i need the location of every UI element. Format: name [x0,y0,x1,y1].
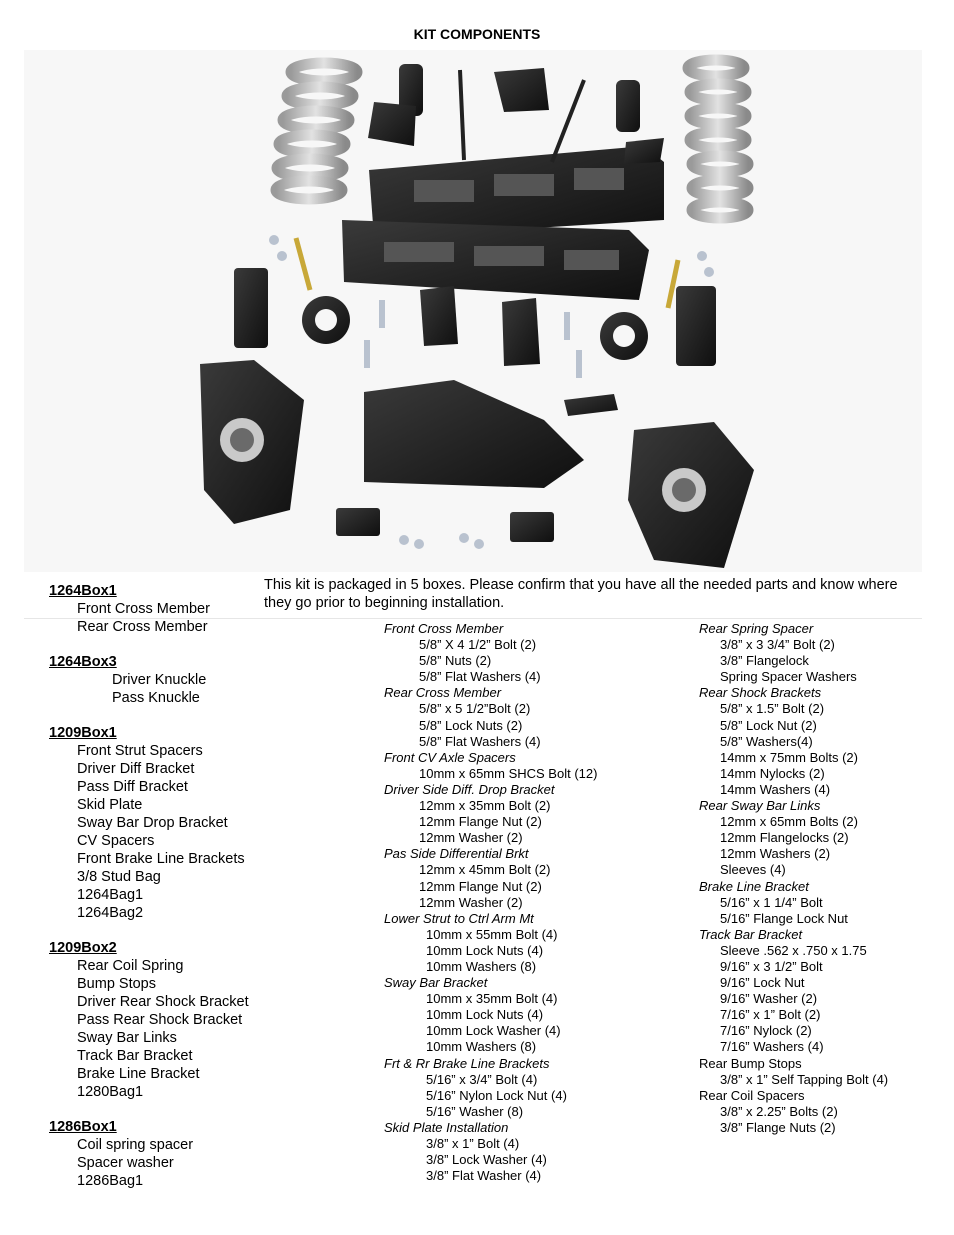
group-title: Brake Line Bracket [699,878,809,894]
hardware-item: 5/8” x 1.5” Bolt (2) [720,701,825,717]
hardware-item: Sleeve .562 x .750 x 1.75 [720,942,867,958]
list-item: Pass Knuckle [112,690,200,706]
group-title: Rear Sway Bar Links [699,798,821,814]
group-title: Rear Bump Stops [699,1055,802,1071]
box-1264box3 [49,653,349,707]
hardware-item: 12mm Washers (2) [720,846,831,862]
list-item: Track Bar Bracket [77,1048,193,1064]
box-title: 1209Box1 [49,725,117,741]
sway-bar-link-icon [552,80,584,162]
hardware-item: 5/16” x 1 1/4” Bolt [720,894,823,910]
hardware-item: 5/8” Washers(4) [720,733,813,749]
hardware-item: 12mm Flange Nut (2) [419,878,542,894]
hardware-item: 9/16” Washer (2) [720,991,818,1007]
box-list [49,582,349,1207]
list-item: Sway Bar Links [77,1030,177,1046]
hardware-item: 5/8” Lock Nuts (2) [419,717,523,733]
pass-knuckle-icon [628,422,754,568]
hardware-item: 3/8” Lock Washer (4) [426,1152,547,1168]
hardware-item: 7/16” Nylock (2) [720,1023,812,1039]
list-item: Brake Line Bracket [77,1066,200,1082]
list-item: Rear Cross Member [77,619,208,635]
hardware-item: 14mm x 75mm Bolts (2) [720,749,858,765]
sway-bar-drop-bracket-icon [564,394,618,416]
hardware-item: 5/8” x 5 1/2”Bolt (2) [419,701,531,717]
list-item: Pass Rear Shock Bracket [77,1012,243,1028]
group-title: Sway Bar Bracket [384,975,488,991]
group-title: Frt & Rr Brake Line Brackets [384,1055,550,1071]
group-title: Rear Cross Member [384,685,502,701]
sway-bar-link-icon [460,70,464,160]
list-item: Driver Knuckle [112,672,207,688]
hardware-item: 3/8” x 1” Self Tapping Bolt (4) [720,1071,889,1087]
hardware-item: 3/8” Flat Washer (4) [426,1168,542,1184]
hardware-item: 5/16” x 3/4” Bolt (4) [426,1071,538,1087]
hardware-item: 14mm Nylocks (2) [720,765,825,781]
hardware-item: 12mm x 45mm Bolt (2) [419,862,551,878]
hardware-item: 10mm x 35mm Bolt (4) [426,991,558,1007]
cv-spacer-icon [676,286,716,366]
driver-knuckle-icon [200,360,304,524]
group-title: Rear Shock Brackets [699,685,822,701]
bracket-icon [420,286,458,346]
list-item: Rear Coil Spring [77,958,184,974]
group-title: Rear Spring Spacer [699,621,814,636]
bracket-icon [368,102,416,146]
hardware-item: 7/16” x 1” Bolt (2) [720,1007,821,1023]
skid-plate-icon [364,380,584,488]
list-item: Bump Stops [77,976,156,992]
hardware-column-middle [384,621,684,1184]
group-title: Pas Side Differential Brkt [384,846,529,862]
list-item: Driver Diff Bracket [77,761,195,777]
list-item: 3/8 Stud Bag [77,869,161,885]
bump-stop-icon [336,508,380,536]
box-title: 1264Box1 [49,583,117,599]
hardware-item: 7/16” Washers (4) [720,1039,824,1055]
hardware-item: 9/16” Lock Nut [720,975,805,991]
box-1209box1 [49,724,349,922]
rear-cross-member-icon [342,220,649,300]
diff-bracket-icon [494,68,549,112]
hardware-item: 14mm Washers (4) [720,781,831,797]
hardware-item: 5/16” Washer (8) [426,1103,524,1119]
box-title: 1286Box1 [49,1119,117,1135]
hardware-item: 10mm Lock Washer (4) [426,1023,561,1039]
hardware-item: 5/8” Nuts (2) [419,653,492,669]
hardware-item: 10mm Washers (8) [426,1039,537,1055]
box-1264box1 [49,582,349,636]
hardware-item: 3/8” x 1” Bolt (4) [426,1136,520,1151]
hardware-item: 12mm x 35mm Bolt (2) [419,798,551,814]
hardware-item: 10mm Lock Nuts (4) [426,942,544,958]
hardware-item: 12mm Flangelocks (2) [720,830,849,846]
hardware-item: 3/8” x 3 3/4” Bolt (2) [720,637,835,653]
group-title: Rear Coil Spacers [699,1087,805,1103]
intro-text: This kit is packaged in 5 boxes. Please confirm that you have all the needed parts and know where they go prior to beginning installation. [264,577,898,611]
bracket-icon [624,138,664,164]
hardware-item: Spring Spacer Washers [720,669,857,685]
hardware-item: 5/8” Flat Washers (4) [419,733,541,749]
bump-stop-icon [510,512,554,542]
hardware-item: 3/8” Flange Nuts (2) [720,1119,836,1135]
hardware-item: 10mm Washers (8) [426,958,537,974]
group-title: Front Cross Member [384,621,504,636]
list-item: Front Cross Member [77,601,210,617]
hardware-item: 10mm x 65mm SHCS Bolt (12) [419,765,598,781]
hardware-item: 3/8” x 2.25” Bolts (2) [720,1103,838,1119]
hardware-item: 12mm Washer (2) [419,894,523,910]
list-item: Coil spring spacer [77,1137,194,1153]
list-item: 1286Bag1 [77,1173,144,1189]
box-title: 1264Box3 [49,654,117,670]
list-item: Sway Bar Drop Bracket [77,815,228,831]
box-1209box2 [49,939,349,1101]
list-item: Driver Rear Shock Bracket [77,994,249,1010]
cv-spacer-icon [234,268,268,348]
group-title: Front CV Axle Spacers [384,749,516,765]
left-coil-spring-icon [276,63,357,199]
hardware-item: Sleeves (4) [720,862,786,878]
hardware-item: 3/8” Flangelock [720,653,809,669]
hardware-item: 9/16” x 3 1/2” Bolt [720,958,823,974]
bracket-icon [502,298,540,366]
kit-components-photo [24,50,922,572]
box-title: 1209Box2 [49,940,117,956]
hardware-item: 12mm x 65mm Bolts (2) [720,814,858,830]
hardware-item: 12mm Washer (2) [419,830,523,846]
group-title: Driver Side Diff. Drop Bracket [384,781,555,797]
hardware-item: 5/16” Nylon Lock Nut (4) [426,1087,567,1103]
hardware-item: 5/8” X 4 1/2” Bolt (2) [419,637,537,653]
hardware-item: 5/8” Lock Nut (2) [720,717,817,733]
list-item: Pass Diff Bracket [77,779,188,795]
group-title: Lower Strut to Ctrl Arm Mt [384,910,534,926]
list-item: Spacer washer [77,1155,174,1171]
hardware-item: 12mm Flange Nut (2) [419,814,542,830]
list-item: 1264Bag2 [77,905,144,921]
box-1286box1 [49,1118,349,1190]
group-title: Skid Plate Installation [384,1119,509,1135]
strut-spacer-icon [616,80,640,132]
list-item: CV Spacers [77,833,155,849]
page-title: KIT COMPONENTS [413,26,541,42]
list-item: Front Brake Line Brackets [77,851,245,867]
list-item: Skid Plate [77,797,143,813]
hardware-item: 10mm Lock Nuts (4) [426,1007,544,1023]
hardware-item: 10mm x 55mm Bolt (4) [426,926,558,942]
hardware-item: 5/8” Flat Washers (4) [419,669,541,685]
group-title: Track Bar Bracket [699,926,803,942]
list-item: Front Strut Spacers [77,743,203,759]
list-item: 1264Bag1 [77,887,144,903]
hardware-column-right [699,621,939,1136]
right-coil-spring-icon [688,60,748,218]
hardware-item: 5/16” Flange Lock Nut [720,910,848,926]
list-item: 1280Bag1 [77,1084,144,1100]
